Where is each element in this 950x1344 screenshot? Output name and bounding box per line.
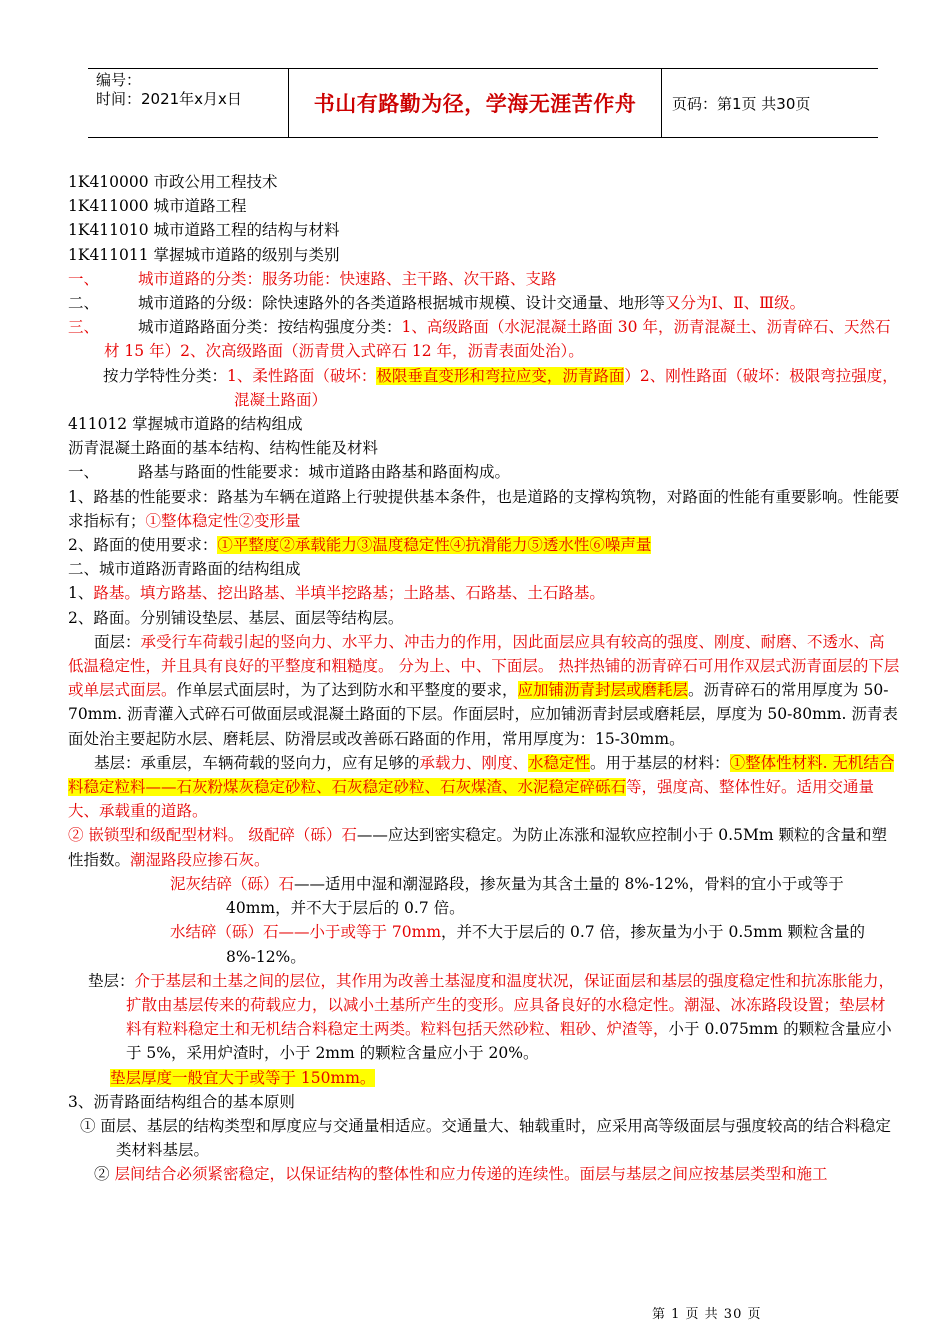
subsection-structure: 二、城市道路沥青路面的结构组成 (68, 560, 301, 579)
time-label: 时间：2021年x月x日 (96, 90, 242, 108)
paragraph-text-red: 泥灰结碎（砾）石 (170, 874, 295, 893)
item-text: 城市道路的分类：服务功能：快速路、主干路、次干路、支路 (138, 269, 557, 288)
highlighted-text: 垫层厚度一般宜大于或等于 150mm。 (110, 1068, 376, 1087)
page-footer: 第 1 页 共 30 页 (652, 1307, 762, 1322)
item-text-red: 1、高级路面（水泥混凝土路面 30 年，沥青混凝土、沥青碎石、天然石材 15 年）2、次高级路面（沥青贯入式碎石 12 年，沥青表面处治）。 (104, 318, 891, 361)
paragraph-text: ——应达到密实稳定。为防止冻涨和湿软应控制小于 0.5Mm 颗粒的含量和塑性指数。 (68, 826, 887, 869)
heading-1k411011: 1K411011 掌握城市道路的级别与类别 (68, 245, 340, 264)
section-asphalt-structure: 沥青混凝土路面的基本结构、结构性能及材料 (68, 439, 379, 458)
paragraph-text-red: 承受行车荷载引起的竖向力、水平力、冲击力的作用，因此面层应具有较高的强度、刚度、耐磨、不透水、高低温稳定性，并且具有良好的平整度和粗糙度。 分为上、中、下面层。 热拌热铺的沥青碎石可用作双层式沥青面层的下层或单层式面层。 (68, 632, 900, 700)
item-number: 三、 (68, 318, 100, 337)
highlighted-text: 水稳定性 (528, 753, 591, 772)
paragraph-text-red: 介于基层和土基之间的层位，其作用为改善土基湿度和温度状况，保证面层和基层的强度稳定性和抗冻胀能力，扩散由基层传来的荷载应力，以减小土基所产生的变形。应具备良好的水稳定性。潮湿、冰冻路段设置；垫层材料有粒料稳定土和无机结合料稳定土两类。粒料包括天然砂粒、粗砂、炉渣等， (126, 971, 895, 1039)
item-text: 城市道路路面分类：按结构强度分类： (138, 318, 402, 337)
item-text-red: 又分为Ⅰ、Ⅱ、Ⅲ级。 (665, 294, 806, 313)
item-text-red: ）2、刚性路面（破坏：极限弯拉强度，混凝土路面） (234, 366, 898, 409)
paragraph-text-red: 等，强度高、整体性好。适用交通量大、承载重的道路。 (68, 778, 875, 821)
paragraph-text: 1、 (68, 584, 94, 603)
paragraph-text-red: 层间结合必须紧密稳定，以保证结构的整体性和应力传递的连续性。面层与基层之间应按基层类型和施工 (114, 1165, 828, 1184)
document-header (88, 68, 878, 138)
pavement-layers: 2、路面。分别铺设垫层、基层、面层等结构层。 (68, 608, 404, 627)
header-meta (88, 69, 288, 137)
paragraph-text: 基层：承重层，车辆荷载的竖向力，应有足够的 (94, 753, 420, 772)
paragraph-text: 作单层式面层时，为了达到防水和平整度的要求， (176, 681, 518, 700)
document-body (68, 170, 900, 1187)
paragraph-text-red: ② 嵌锁型和级配型材料。 (68, 826, 244, 845)
item-number: 一、 (68, 269, 100, 288)
pavement-class-item (68, 315, 900, 363)
principle-2 (68, 1162, 900, 1186)
section-411012: 411012 掌握城市道路的结构组成 (68, 415, 303, 434)
subsection-principles: 3、沥青路面结构组合的基本原则 (68, 1092, 295, 1111)
item-text: 路基与路面的性能要求：城市道路由路基和路面构成。 (138, 463, 511, 482)
pavement-requirements (68, 533, 900, 557)
paragraph-text: 面层： (94, 632, 141, 651)
highlighted-text: 极限垂直变形和弯拉应变，沥青路面 (376, 366, 625, 385)
item-number: 一、 (68, 463, 100, 482)
paragraph-text: 2、路面的使用要求： (68, 536, 218, 555)
highlighted-text: ①整体性材料. 无机结合料稳定粒料——石灰粉煤灰稳定砂粒、石灰稳定砂粒、石灰煤渣、水泥稳定碎砾石 (68, 753, 895, 797)
lime-macadam-paragraph (68, 872, 900, 920)
subgrade-types (68, 581, 900, 605)
paragraph-text-red: ①整体稳定性②变形量 (145, 511, 301, 530)
cushion-thickness (68, 1066, 900, 1090)
item-text: 城市道路的分级：除快速路外的各类道路根据城市规模、设计交通量、地形等 (138, 294, 666, 313)
paragraph-text: ——适用中湿和潮湿路段，掺灰量为其含土量的 8%-12%，骨料的宜小于或等于 40mm，并不大于层后的 0.7 倍。 (226, 874, 844, 918)
number-label: 编号： (96, 71, 142, 89)
cushion-layer-paragraph (68, 969, 900, 1066)
mechanics-class-item (68, 364, 900, 412)
base-layer-paragraph (68, 751, 900, 824)
graded-material-paragraph (68, 823, 900, 871)
item-text-red: 1、柔性路面（破坏： (227, 366, 377, 385)
paragraph-text-red: 承载力、刚度、 (419, 753, 529, 772)
paragraph-text: ② (94, 1165, 115, 1184)
header-page-info: 页码：第1页 共30页 (672, 94, 811, 113)
water-macadam-paragraph (68, 920, 900, 968)
paragraph-text: 垫层： (88, 971, 135, 990)
paragraph-text: 。沥青碎石的常用厚度为 50-70mm. 沥青灌入式碎石可做面层或混凝土路面的下层。作面层时，应加铺沥青封层或磨耗层，厚度为 50-80mm. 沥青表面处治主要起防水层、磨耗层、防滑层或改善砾石路面的作用，常用厚度为：15-30mm。 (68, 681, 898, 748)
paragraph-text: 1、路基的性能要求：路基为车辆在道路上行驶提供基本条件，也是道路的支撑构筑物，对路面的性能有重要影响。性能要求指标有； (68, 487, 900, 530)
subsection-requirements (68, 460, 900, 484)
heading-1k411010: 1K411010 城市道路工程的结构与材料 (68, 221, 340, 240)
item-number: 二、 (68, 294, 100, 313)
grading-item (68, 291, 900, 315)
paragraph-text-red: 路基。填方路基、挖出路基、半填半挖路基；土路基、石路基、土石路基。 (93, 584, 605, 603)
surface-layer-paragraph (68, 630, 900, 751)
paragraph-text: ，并不大于层后的 0.7 倍，掺灰量为小于 0.5mm 颗粒含量的 8%-12%。 (226, 923, 865, 966)
paragraph-text-red: 水结碎（砾）石——小于或等于 70mm (170, 923, 442, 942)
paragraph-text-red: 潮湿路段应掺石灰。 (130, 850, 270, 869)
header-motto: 书山有路勤为径，学海无涯苦作舟 (288, 69, 662, 137)
paragraph-text: 。用于基层的材料： (590, 753, 730, 772)
item-text: 按力学特性分类： (103, 366, 228, 385)
highlighted-text: ①平整度②承载能力③温度稳定性④抗滑能力⑤透水性⑥噪声量 (217, 536, 652, 555)
paragraph-text-red: 级配碎（砾）石 (243, 826, 357, 845)
heading-1k410000: 1K410000 市政公用工程技术 (68, 173, 278, 191)
paragraph-text: 小于 0.075mm 的颗粒含量应小于 5%，采用炉渣时，小于 2mm 的颗粒含量应小于 20%。 (126, 1020, 892, 1063)
highlighted-text: 应加铺沥青封层或磨耗层 (517, 681, 689, 700)
classification-item (68, 267, 900, 291)
heading-1k411000: 1K411000 城市道路工程 (68, 197, 247, 216)
principle-1: ① 面层、基层的结构类型和厚度应与交通量相适应。交通量大、轴载重时，应采用高等级面层与强度较高的结合料稳定类材料基层。 (80, 1116, 891, 1160)
subgrade-requirements (68, 485, 900, 533)
